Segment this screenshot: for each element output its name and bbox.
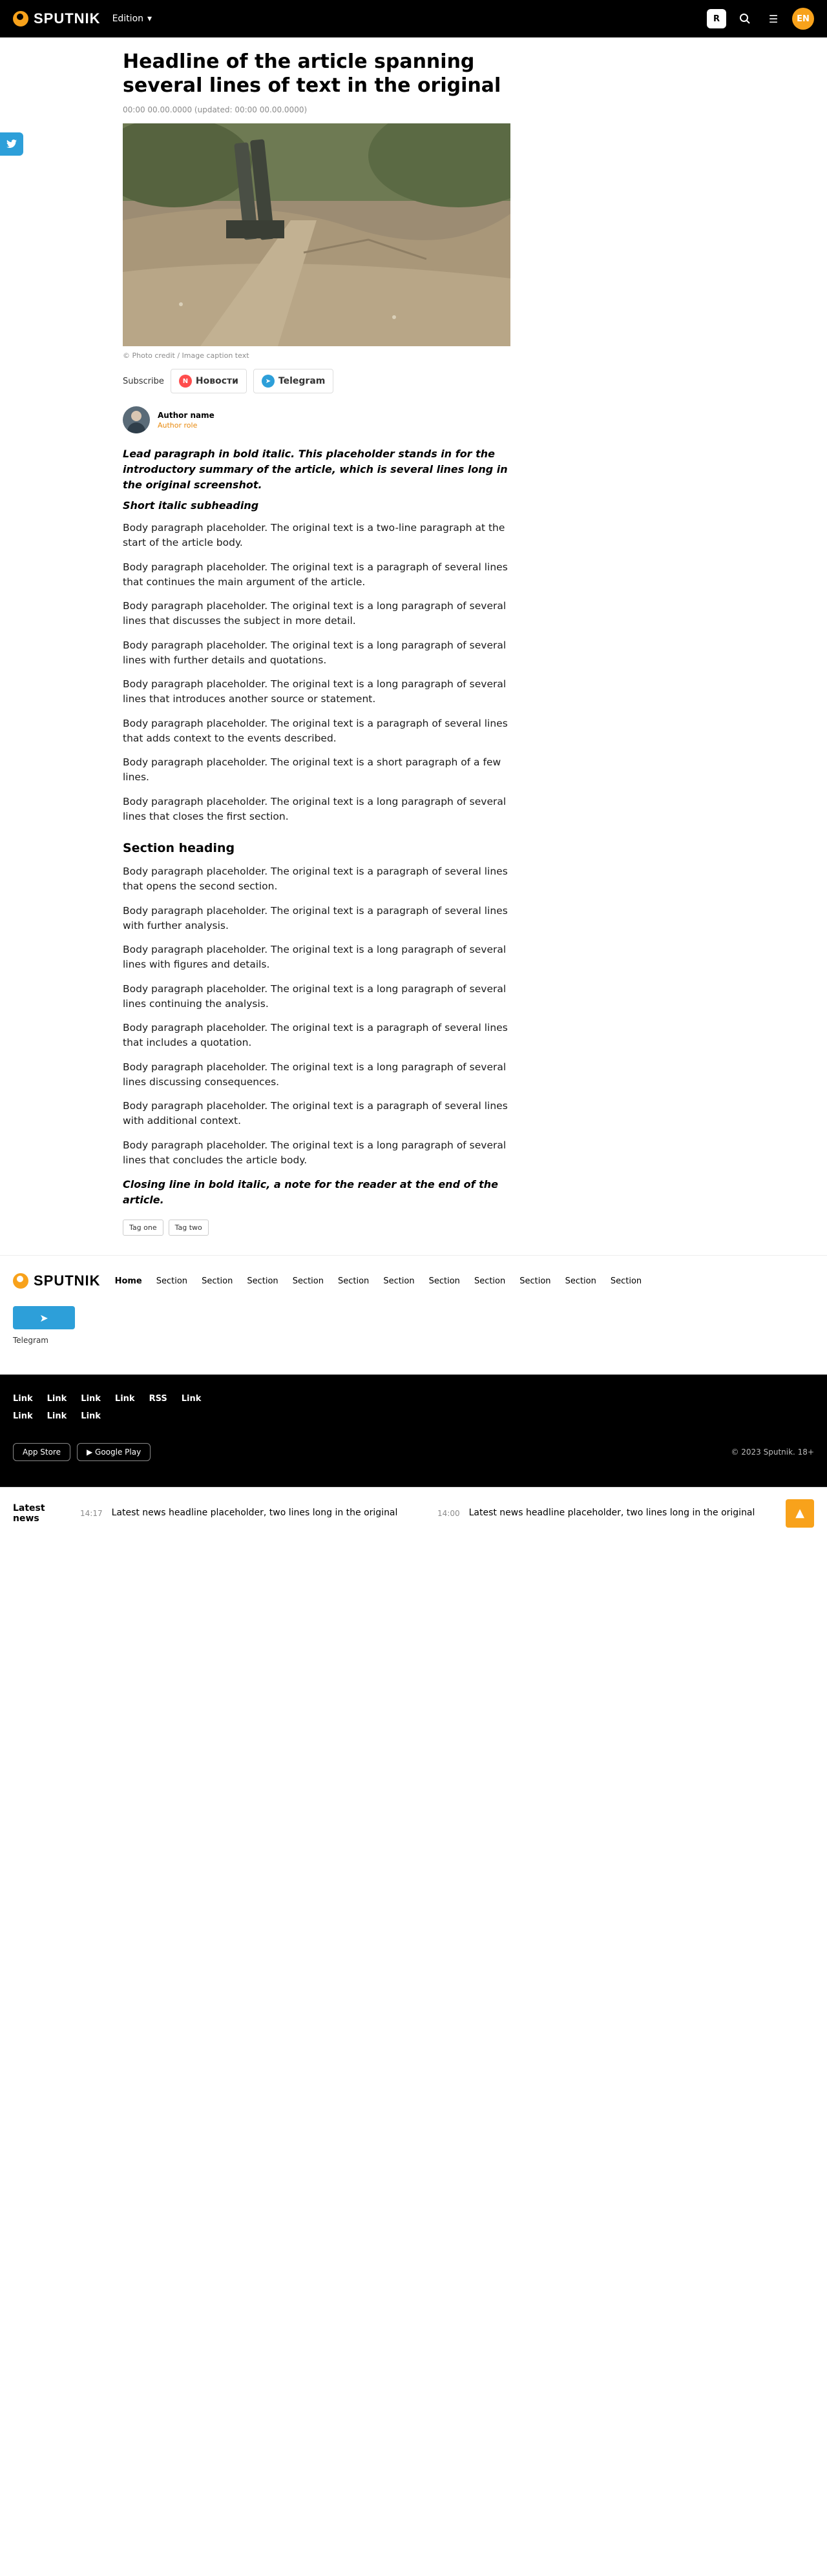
- footer-nav-item[interactable]: Section: [202, 1276, 233, 1286]
- ticker-text: Latest news headline placeholder, two lines long in the original: [468, 1508, 755, 1519]
- author-name: Author name: [158, 410, 215, 420]
- telegram-footer-button[interactable]: [13, 1306, 75, 1329]
- footer-link[interactable]: Link: [47, 1394, 67, 1404]
- body-paragraph: Body paragraph placeholder. The original text is a paragraph of several lines that includes a quotation.: [123, 1022, 508, 1049]
- footer-links-row: [13, 1411, 814, 1421]
- body-paragraph: Body paragraph placeholder. The original text is a long paragraph of several lines that concludes the article body.: [123, 1139, 507, 1166]
- body-paragraph: Body paragraph placeholder. The original text is a paragraph of several lines that opens the second section.: [123, 866, 508, 893]
- footer-nav: [0, 1255, 827, 1289]
- ticker-text: Latest news headline placeholder, two lines long in the original: [111, 1508, 398, 1519]
- footer-link[interactable]: Link: [13, 1394, 33, 1404]
- news-icon: N: [179, 375, 192, 388]
- footer-nav-item[interactable]: Section: [292, 1276, 324, 1286]
- tag-list: [123, 1220, 510, 1236]
- section-heading: Section heading: [123, 841, 235, 856]
- subscribe-news-button[interactable]: [171, 369, 247, 393]
- play-icon: ▶: [86, 1448, 96, 1457]
- telegram-icon: ➤: [39, 1311, 48, 1324]
- author-block[interactable]: [123, 406, 510, 433]
- author-role: Author role: [158, 421, 198, 430]
- footer-nav-item[interactable]: Section: [519, 1276, 551, 1286]
- news-chip-label: Новости: [195, 376, 238, 387]
- article-sublead: Short italic subheading: [123, 499, 259, 512]
- footer-nav-item[interactable]: Section: [156, 1276, 188, 1286]
- lang-label: EN: [797, 14, 810, 24]
- body-paragraph: Body paragraph placeholder. The original text is a long paragraph of several lines discussing consequences.: [123, 1061, 507, 1088]
- sputnik-logo[interactable]: [13, 10, 101, 27]
- tag[interactable]: Tag one: [123, 1220, 163, 1236]
- footer-link[interactable]: Link: [181, 1394, 202, 1404]
- sputnik-logo-icon: [13, 1273, 28, 1289]
- footer-link[interactable]: Link: [81, 1411, 101, 1422]
- menu-icon[interactable]: ☰: [768, 12, 779, 25]
- photo-credit: © Photo credit / Image caption text: [123, 351, 249, 360]
- footer-nav-item[interactable]: Section: [247, 1276, 278, 1286]
- ticker-item[interactable]: [71, 1507, 428, 1519]
- ticker-label: Latest news: [13, 1502, 45, 1524]
- edition-selector[interactable]: [112, 14, 152, 24]
- radio-label: R: [713, 14, 720, 24]
- footer-logo[interactable]: [13, 1272, 101, 1289]
- tag[interactable]: Tag two: [169, 1220, 209, 1236]
- search-icon[interactable]: [735, 9, 755, 28]
- hero-image: [123, 123, 510, 346]
- scroll-to-top-button[interactable]: [786, 1499, 814, 1528]
- subscribe-label: Subscribe: [123, 376, 164, 386]
- footer-bottom: [0, 1375, 827, 1487]
- telegram-footer-label: Telegram: [13, 1336, 48, 1345]
- footer-link[interactable]: Link: [47, 1411, 67, 1422]
- app-store-label: App Store: [23, 1448, 61, 1457]
- top-bar: [0, 0, 827, 37]
- subscribe-row: [123, 369, 510, 393]
- sputnik-logo-icon: [13, 11, 28, 26]
- ticker-time: 14:17: [80, 1509, 103, 1519]
- footer-link[interactable]: Link: [81, 1394, 101, 1404]
- article-meta: 00:00 00.00.0000 (updated: 00:00 00.00.0000): [123, 105, 308, 115]
- footer-nav-item[interactable]: Section: [428, 1276, 460, 1286]
- body-paragraph: Body paragraph placeholder. The original text is a long paragraph of several lines that closes the first section.: [123, 795, 507, 822]
- article-body-section-2: [123, 864, 510, 1168]
- closing-note: Closing line in bold italic, a note for the reader at the end of the article.: [123, 1178, 499, 1207]
- body-paragraph: Body paragraph placeholder. The original text is a paragraph of several lines with further analysis.: [123, 904, 508, 931]
- subscribe-telegram-button[interactable]: [253, 369, 333, 393]
- arrow-up-icon: ▲: [795, 1506, 804, 1521]
- footer-nav-item[interactable]: Section: [610, 1276, 642, 1286]
- telegram-chip-label: Telegram: [278, 376, 326, 387]
- google-play-button[interactable]: [77, 1443, 151, 1461]
- body-paragraph: Body paragraph placeholder. The original text is a paragraph of several lines with additional context.: [123, 1100, 508, 1127]
- footer-nav-item[interactable]: Home: [114, 1276, 142, 1286]
- google-play-label: Google Play: [95, 1448, 141, 1457]
- footer-link[interactable]: Link: [13, 1411, 33, 1422]
- article-lead: Lead paragraph in bold italic. This placeholder stands in for the introductory summary of the article, which is several lines long in the original screenshot.: [123, 448, 508, 492]
- footer-nav-item[interactable]: Section: [383, 1276, 415, 1286]
- app-store-button[interactable]: [13, 1443, 70, 1461]
- body-paragraph: Body paragraph placeholder. The original text is a paragraph of several lines that continues the main argument of the article.: [123, 561, 508, 588]
- footer-nav-item[interactable]: Section: [565, 1276, 596, 1286]
- body-paragraph: Body paragraph placeholder. The original text is a two-line paragraph at the start of the article body.: [123, 522, 505, 549]
- radio-button[interactable]: [707, 9, 726, 28]
- footer-link[interactable]: Link: [114, 1394, 135, 1404]
- ticker-time: 14:00: [437, 1509, 460, 1519]
- body-paragraph: Body paragraph placeholder. The original text is a long paragraph of several lines with figures and details.: [123, 944, 507, 971]
- footer-nav-item[interactable]: Section: [474, 1276, 506, 1286]
- copyright: © 2023 Sputnik. 18+: [731, 1448, 814, 1457]
- author-avatar: [123, 406, 150, 433]
- body-paragraph: Body paragraph placeholder. The original text is a long paragraph of several lines continuing the analysis.: [123, 982, 507, 1010]
- body-paragraph: Body paragraph placeholder. The original text is a long paragraph of several lines that introduces another source or statement.: [123, 678, 507, 705]
- ticker-item[interactable]: [428, 1507, 786, 1519]
- article-title: Headline of the article spanning several lines of text in the original: [123, 50, 501, 97]
- body-paragraph: Body paragraph placeholder. The original text is a short paragraph of a few lines.: [123, 756, 501, 784]
- chevron-down-icon: ▾: [147, 14, 152, 24]
- body-paragraph: Body paragraph placeholder. The original text is a long paragraph of several lines that discusses the subject in more detail.: [123, 600, 507, 627]
- article: [123, 37, 510, 1236]
- edition-label: Edition: [112, 14, 144, 24]
- footer-nav-item[interactable]: Section: [338, 1276, 370, 1286]
- footer-brand-text: SPUTNIK: [34, 1272, 101, 1289]
- twitter-share-icon[interactable]: [0, 132, 23, 156]
- body-paragraph: Body paragraph placeholder. The original text is a paragraph of several lines that adds context to the events described.: [123, 717, 508, 744]
- telegram-icon: ➤: [262, 375, 275, 388]
- article-body-section-1: [123, 521, 510, 824]
- footer-link[interactable]: RSS: [149, 1394, 167, 1404]
- news-ticker: [0, 1487, 827, 1539]
- body-paragraph: Body paragraph placeholder. The original text is a long paragraph of several lines with further details and quotations.: [123, 639, 507, 666]
- brand-text: SPUTNIK: [34, 10, 101, 26]
- footer-links-row: [13, 1394, 814, 1404]
- language-badge[interactable]: [792, 8, 814, 30]
- footer-social: [0, 1289, 827, 1362]
